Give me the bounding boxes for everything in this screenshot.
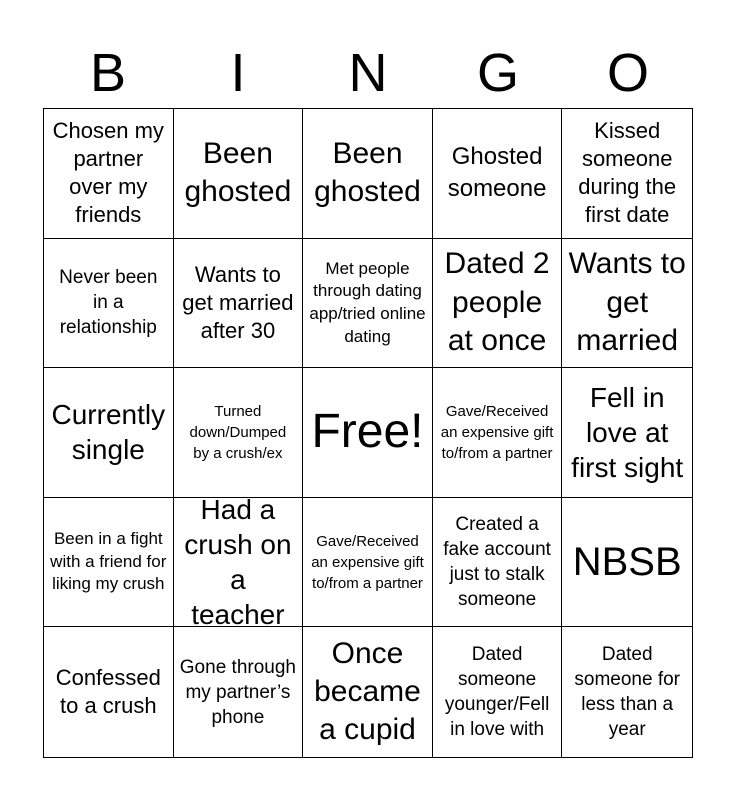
bingo-cell[interactable] <box>174 109 304 239</box>
cell-text: Been ghosted <box>184 136 292 209</box>
cell-text: Created a fake account just to stalk someone <box>443 513 551 611</box>
cell-text: Currently single <box>51 399 166 466</box>
bingo-cell[interactable] <box>44 627 174 757</box>
bingo-cell[interactable] <box>174 498 304 628</box>
bingo-cell[interactable] <box>44 239 174 369</box>
cell-text: Wants to get married <box>568 247 686 358</box>
bingo-cell[interactable] <box>562 368 692 498</box>
cell-text: Never been in a relationship <box>59 267 158 339</box>
bingo-cell[interactable] <box>174 239 304 369</box>
cell-text: Gone through my partner’s phone <box>179 656 296 728</box>
bingo-cell[interactable] <box>303 627 433 757</box>
cell-text: Gave/Received an expensive gift to/from a partner <box>311 532 424 592</box>
bingo-cell[interactable] <box>433 109 563 239</box>
cell-text: Free! <box>311 405 424 459</box>
cell-text: Dated someone for less than a year <box>574 644 680 741</box>
bingo-cell[interactable] <box>44 368 174 498</box>
bingo-cell[interactable] <box>433 239 563 369</box>
cell-text: Ghosted someone <box>447 143 547 203</box>
free-space-cell[interactable] <box>303 368 433 498</box>
cell-text: Dated 2 people at once <box>444 247 550 358</box>
bingo-cell[interactable] <box>174 368 304 498</box>
cell-text: Had a crush on a teacher <box>184 497 292 628</box>
bingo-cell[interactable] <box>433 627 563 757</box>
bingo-cell[interactable] <box>303 239 433 369</box>
cell-text: Chosen my partner over my friends <box>52 117 164 228</box>
header-letter-i: I <box>230 43 246 103</box>
bingo-cell[interactable] <box>433 498 563 628</box>
cell-text: Been ghosted <box>314 136 421 209</box>
cell-text: Been in a fight with a friend for liking my crush <box>50 529 167 594</box>
cell-text: NBSB <box>572 540 682 585</box>
bingo-cell[interactable] <box>303 498 433 628</box>
bingo-cell[interactable] <box>433 368 563 498</box>
cell-text: Confessed to a crush <box>55 665 161 719</box>
bingo-cell[interactable] <box>562 627 692 757</box>
cell-text: Dated someone younger/Fell in love with <box>444 644 550 741</box>
header-letter-o: O <box>606 43 649 103</box>
bingo-board <box>43 108 693 758</box>
cell-text: Turned down/Dumped by a crush/ex <box>189 402 287 462</box>
cell-text: Wants to get married after 30 <box>182 261 294 343</box>
cell-text: Met people through dating app/tried online dating <box>309 258 426 346</box>
header-letter-g: G <box>476 43 519 103</box>
bingo-cell[interactable] <box>562 498 692 628</box>
bingo-cell[interactable] <box>562 239 692 369</box>
header-letter-b: B <box>89 43 127 103</box>
cell-text: Kissed someone during the first date <box>578 117 677 228</box>
bingo-cell[interactable] <box>303 109 433 239</box>
cell-text: Once became a cupid <box>314 636 421 747</box>
bingo-header <box>43 38 693 108</box>
bingo-cell[interactable] <box>44 109 174 239</box>
bingo-cell[interactable] <box>174 627 304 757</box>
bingo-cell[interactable] <box>562 109 692 239</box>
header-letter-n: N <box>348 43 388 103</box>
cell-text: Gave/Received an expensive gift to/from a partner <box>440 402 554 462</box>
bingo-cell[interactable] <box>44 498 174 628</box>
cell-text: Fell in love at first sight <box>571 381 684 483</box>
